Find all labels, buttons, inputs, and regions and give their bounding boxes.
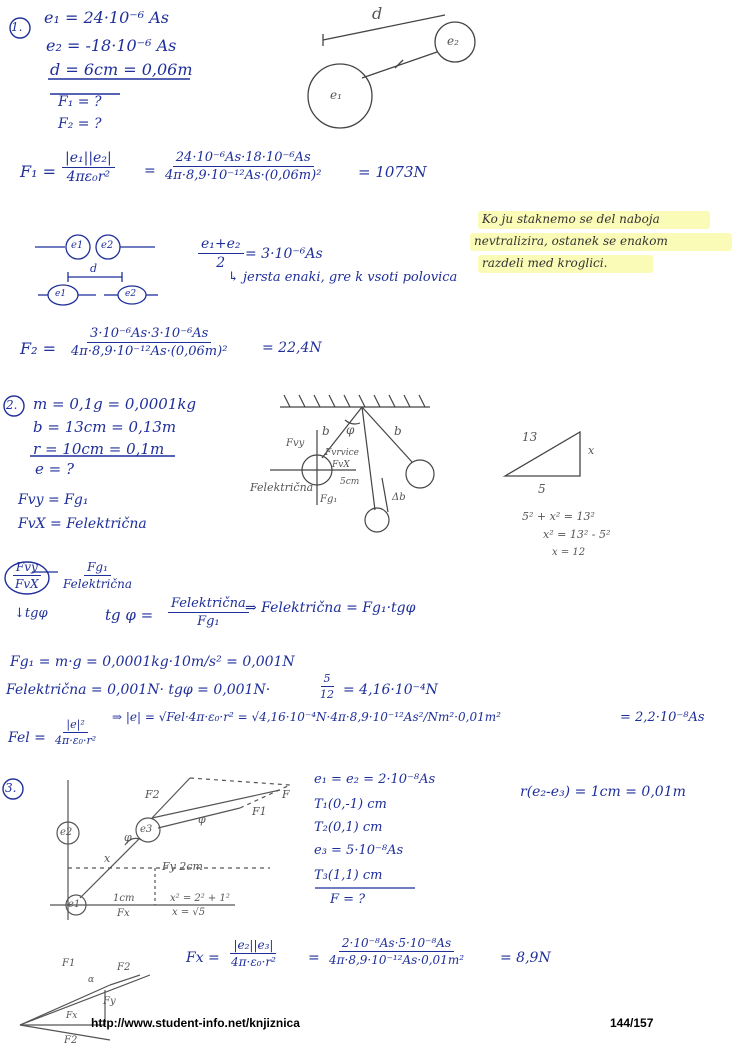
- p2-tri-13: 13: [522, 430, 538, 444]
- p1-ball-e2b: e2: [125, 289, 137, 299]
- p1-f2-num: 3·10⁻⁶As·3·10⁻⁶As: [87, 326, 211, 343]
- p3-fig-f: F: [282, 788, 290, 801]
- p2-ratio-den: FvX: [15, 577, 39, 591]
- p2-fig-fg1: Fg₁: [320, 494, 338, 505]
- p2-fg-line: Fg₁ = m·g = 0,0001kg·10m/s² = 0,001N: [10, 654, 295, 670]
- p2-fel2-lhs: Fel =: [8, 730, 46, 746]
- p3-fig-x: x: [104, 852, 111, 865]
- p1-unknown-f1: F₁ = ?: [58, 94, 102, 110]
- p1-f1-num2: 24·10⁻⁶As·18·10⁻⁶As: [173, 150, 314, 167]
- p2-fig-b2: b: [394, 424, 402, 438]
- p1-note-line3: razdeli med kroglici.: [482, 256, 608, 270]
- p1-f1-lhs: F₁ =: [20, 162, 57, 181]
- p2-fel2-fraction: [52, 718, 99, 747]
- p2-pendulum-figure: [270, 395, 434, 532]
- p2-tri-eq1: 5² + x² = 13²: [522, 510, 595, 523]
- p1-f1-den2: 4π·8,9·10⁻¹²As·(0,06m)²: [165, 168, 322, 183]
- p2-fig-fvrvice: Fvrvice: [325, 448, 359, 458]
- p3-fig-phi: φ: [124, 831, 132, 844]
- p3-fig-fx: Fx: [117, 908, 130, 919]
- footer-page-number: 144/157: [610, 1016, 654, 1030]
- p3-unknown-f: F = ?: [330, 892, 366, 907]
- p1-fig-label-d: d: [372, 4, 383, 23]
- p1-sum-den: 2: [216, 255, 226, 271]
- p2-tg-fraction: [168, 596, 249, 629]
- p3-fig-e3: e3: [140, 824, 153, 835]
- footer-url: http://www.student-info.net/knjiznica: [91, 1016, 300, 1030]
- p3-vec-f2: F2: [117, 962, 131, 973]
- p2-fel-den: 12: [320, 688, 334, 701]
- p3-fig-xeq1: x² = 2² + 1²: [170, 893, 230, 904]
- p2-tg-arrow: ↓tgφ: [14, 606, 48, 621]
- p3-number: 3.: [5, 781, 17, 795]
- p2-ratio-den2: Felektrična: [63, 577, 132, 591]
- p3-fig-phi2: φ: [198, 813, 206, 826]
- p1-f2-result: = 22,4N: [262, 340, 322, 356]
- p3-given-4: e₃ = 5·10⁻⁸As: [314, 843, 404, 858]
- p3-given-3: T₂(0,1) cm: [314, 820, 383, 835]
- p3-given-5: T₃(1,1) cm: [314, 868, 383, 883]
- p3-fx-fraction-2: [326, 936, 467, 967]
- p3-fx-eq: =: [308, 950, 320, 966]
- p2-ratio-fraction-2: [60, 560, 135, 591]
- p1-note-line1: Ko ju staknemo se del naboja: [482, 212, 660, 226]
- p2-fel-num: 5: [321, 672, 334, 687]
- p2-fig-fel: Felektrična: [250, 481, 314, 494]
- p3-given-2: T₁(0,-1) cm: [314, 797, 387, 812]
- p2-tg-lhs: tg φ =: [105, 606, 154, 624]
- p1-f1-result: = 1073N: [358, 163, 427, 181]
- p2-fel-line-a: Felektrična = 0,001N· tgφ = 0,001N·: [6, 682, 271, 698]
- p2-tg-num: Felektrična: [168, 596, 249, 613]
- p1-given-d: d = 6cm = 0,06m: [50, 60, 193, 79]
- p3-vector-figure: [20, 975, 150, 1040]
- p1-given-e2: e₂ = -18·10⁻⁶ As: [46, 36, 177, 55]
- p2-fig-5cm: 5cm: [340, 477, 360, 487]
- p2-number: 2.: [6, 398, 18, 412]
- p3-fx-den: 4π·ε₀·r²: [231, 955, 276, 969]
- p2-given-m: m = 0,1g = 0,0001kg: [33, 395, 197, 413]
- p3-fig-f2: F2: [145, 788, 160, 801]
- p1-ball-e1: e1: [71, 240, 84, 251]
- p2-ratio-num2: Fg₁: [84, 560, 111, 576]
- p1-f1-fraction: [62, 150, 115, 185]
- p1-sum-num: e₁+e₂: [198, 236, 244, 254]
- p1-charge-figure: [308, 15, 475, 128]
- p3-fig-f1: F1: [252, 805, 267, 818]
- p2-given-b: b = 13cm = 0,13m: [33, 418, 177, 436]
- p3-fig-fy: Fy 2cm: [162, 860, 203, 873]
- p2-fel2-den: 4π·ε₀·r²: [55, 734, 97, 747]
- p2-ratio-num: Fvy: [13, 560, 41, 576]
- p1-number: 1.: [11, 20, 23, 34]
- p2-fel-line-b: = 4,16·10⁻⁴N: [343, 682, 438, 698]
- p1-note-line2: nevtralizira, ostanek se enakom: [474, 234, 668, 248]
- p2-ratio-fraction-1: [12, 560, 42, 591]
- p1-f2-lhs: F₂ =: [20, 339, 57, 358]
- p2-unknown-e: e = ?: [35, 460, 75, 478]
- p3-fx-num2: 2·10⁻⁸As·5·10⁻⁸As: [339, 936, 454, 952]
- p2-eq-fvx: FvX = Felektrična: [18, 516, 147, 532]
- p1-f1-den: 4πε₀r²: [66, 169, 111, 185]
- p3-vec-f1: F1: [62, 958, 76, 969]
- p3-given-1: e₁ = e₂ = 2·10⁻⁸As: [314, 772, 436, 787]
- p3-fig-e1: e1: [68, 899, 81, 910]
- p1-ball-e2: e2: [101, 240, 114, 251]
- p2-tg-den: Fg₁: [197, 614, 220, 629]
- p2-fel2-num: |e|²: [63, 718, 87, 733]
- p3-fx-den2: 4π·8,9·10⁻¹²As·0,01m²: [329, 953, 465, 967]
- p2-fig-phi: φ: [346, 423, 355, 437]
- p1-sum-result: = 3·10⁻⁶As: [245, 246, 323, 262]
- p1-sum-note: ↳ jersta enaki, gre k vsoti polovica: [228, 270, 458, 285]
- p2-tg-result: ⇒ Felektrična = Fg₁·tgφ: [245, 600, 416, 616]
- p2-tri-eq2: x² = 13² - 5²: [543, 528, 611, 541]
- p3-fx-lhs: Fx =: [186, 950, 220, 966]
- p2-fig-db: Δb: [392, 492, 406, 503]
- p1-fig-label-e2: e₂: [447, 34, 459, 48]
- p3-r-line: r(e₂-e₃) = 1cm = 0,01m: [520, 784, 686, 800]
- p2-tri-5: 5: [538, 482, 546, 496]
- p2-fel-line-fraction: [317, 672, 337, 701]
- p1-f1-eq: =: [144, 163, 156, 179]
- p1-f2-fraction: [68, 326, 230, 359]
- p1-given-e1: e₁ = 24·10⁻⁶ As: [44, 8, 169, 27]
- p3-vec-f2b: F2: [64, 1035, 78, 1046]
- p2-fig-fvx: FvX: [332, 460, 350, 470]
- p1-f1-fraction-2: [162, 150, 324, 183]
- p1-ball-d: d: [90, 262, 98, 275]
- p2-fig-fvy: Fvy: [286, 438, 305, 449]
- p1-fig-distance-line: [323, 15, 445, 40]
- p1-sum-fraction: [198, 236, 244, 271]
- p1-ball-e1b: e1: [55, 289, 67, 299]
- p2-fel2-mid: ⇒ |e| = √Fel·4π·ε₀·r² = √4,16·10⁻⁴N·4π·8,9·10⁻¹²As²/Nm²·0,01m²: [112, 710, 501, 724]
- p1-unknown-f2: F₂ = ?: [58, 116, 102, 132]
- p1-f1-num: |e₁||e₂|: [62, 150, 115, 168]
- p3-fx-result: = 8,9N: [500, 950, 551, 966]
- p2-given-r: r = 10cm = 0,1m: [33, 440, 165, 458]
- p2-triangle: [505, 432, 580, 476]
- p2-eq-fvy: Fvy = Fg₁: [18, 492, 89, 508]
- p1-f2-den: 4π·8,9·10⁻¹²As·(0,06m)²: [71, 344, 228, 359]
- p1-fig-label-e1: e₁: [330, 88, 342, 102]
- p3-vec-fx: Fx: [66, 1011, 78, 1021]
- p2-tri-eq3: x = 12: [552, 547, 586, 558]
- p3-vec-alpha: α: [88, 975, 95, 985]
- p3-fig-e2: e2: [60, 827, 73, 838]
- p1-fig-connector: [362, 52, 437, 78]
- p3-fig-xeq2: x = √5: [172, 907, 206, 918]
- p2-tri-x: x: [588, 444, 595, 457]
- p2-fig-b1: b: [322, 424, 330, 438]
- p3-fx-fraction: [228, 938, 279, 969]
- p3-vec-fy: Fy: [103, 996, 116, 1007]
- p2-fel2-result: = 2,2·10⁻⁸As: [620, 710, 705, 725]
- p3-fx-num: |e₂||e₃|: [230, 938, 276, 954]
- p3-fig-1cm: 1cm: [113, 893, 135, 904]
